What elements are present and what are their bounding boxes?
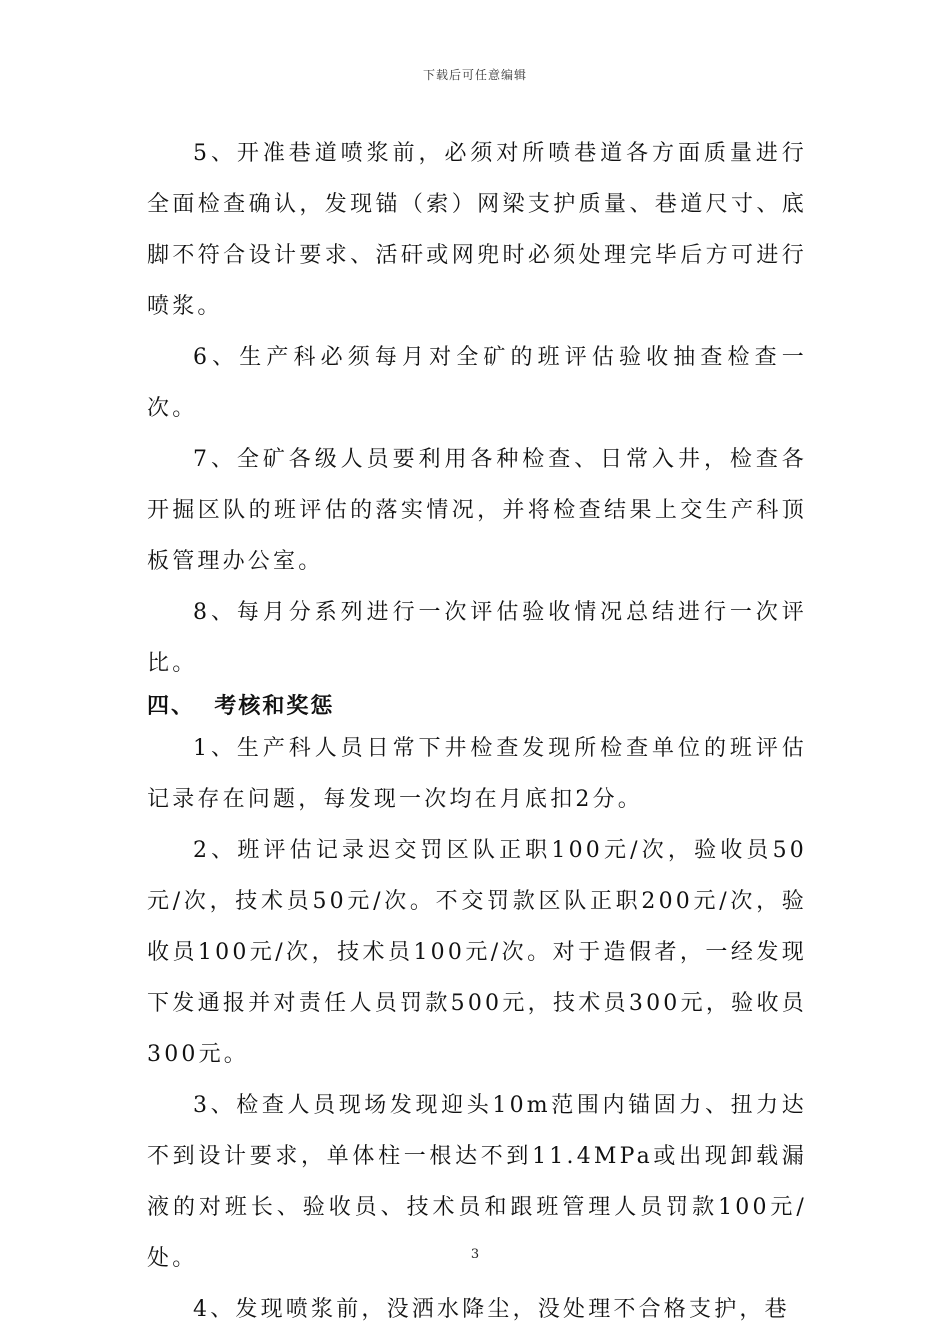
page-number: 3 <box>470 1247 480 1262</box>
section-paragraph-4: 4、发现喷浆前，没洒水降尘，没处理不合格支护，巷 <box>193 1297 790 1322</box>
paragraph-item-6: 6、生产科必须每月对全矿的班评估验收抽查检查一次。 <box>147 345 807 421</box>
section-heading: 四、 考核和奖惩 <box>147 693 335 719</box>
section-paragraph-2: 2、班评估记录迟交罚区队正职100元/次，验收员50元/次，技术员50元/次。不交罚款区队正职200元/次，验收员100元/次，技术员100元/次。对于造假者，一经发现下发通报并对责任人员罚款500元，技术员300元，验收员300元。 <box>147 838 807 1067</box>
paragraph-item-5: 5、开准巷道喷浆前，必须对所喷巷道各方面质量进行全面检查确认，发现锚（索）网梁支护质量、巷道尺寸、底脚不符合设计要求、活矸或网兜时必须处理完毕后方可进行喷浆。 <box>147 141 807 319</box>
section-paragraph-1: 1、生产科人员日常下井检查发现所检查单位的班评估记录存在问题，每发现一次均在月底扣2分。 <box>147 736 807 812</box>
section-paragraph-3: 3、检查人员现场发现迎头10m范围内锚固力、扭力达不到设计要求，单体柱一根达不到11.4MPa或出现卸载漏液的对班长、验收员、技术员和跟班管理人员罚款100元/处。 <box>147 1093 807 1271</box>
paragraph-item-7: 7、全矿各级人员要利用各种检查、日常入井，检查各开掘区队的班评估的落实情况，并将检查结果上交生产科顶板管理办公室。 <box>147 447 807 574</box>
paragraph-item-8: 8、每月分系列进行一次评估验收情况总结进行一次评比。 <box>147 600 807 676</box>
document-body <box>147 128 807 1335</box>
page-header: 下载后可任意编辑 <box>422 68 527 82</box>
